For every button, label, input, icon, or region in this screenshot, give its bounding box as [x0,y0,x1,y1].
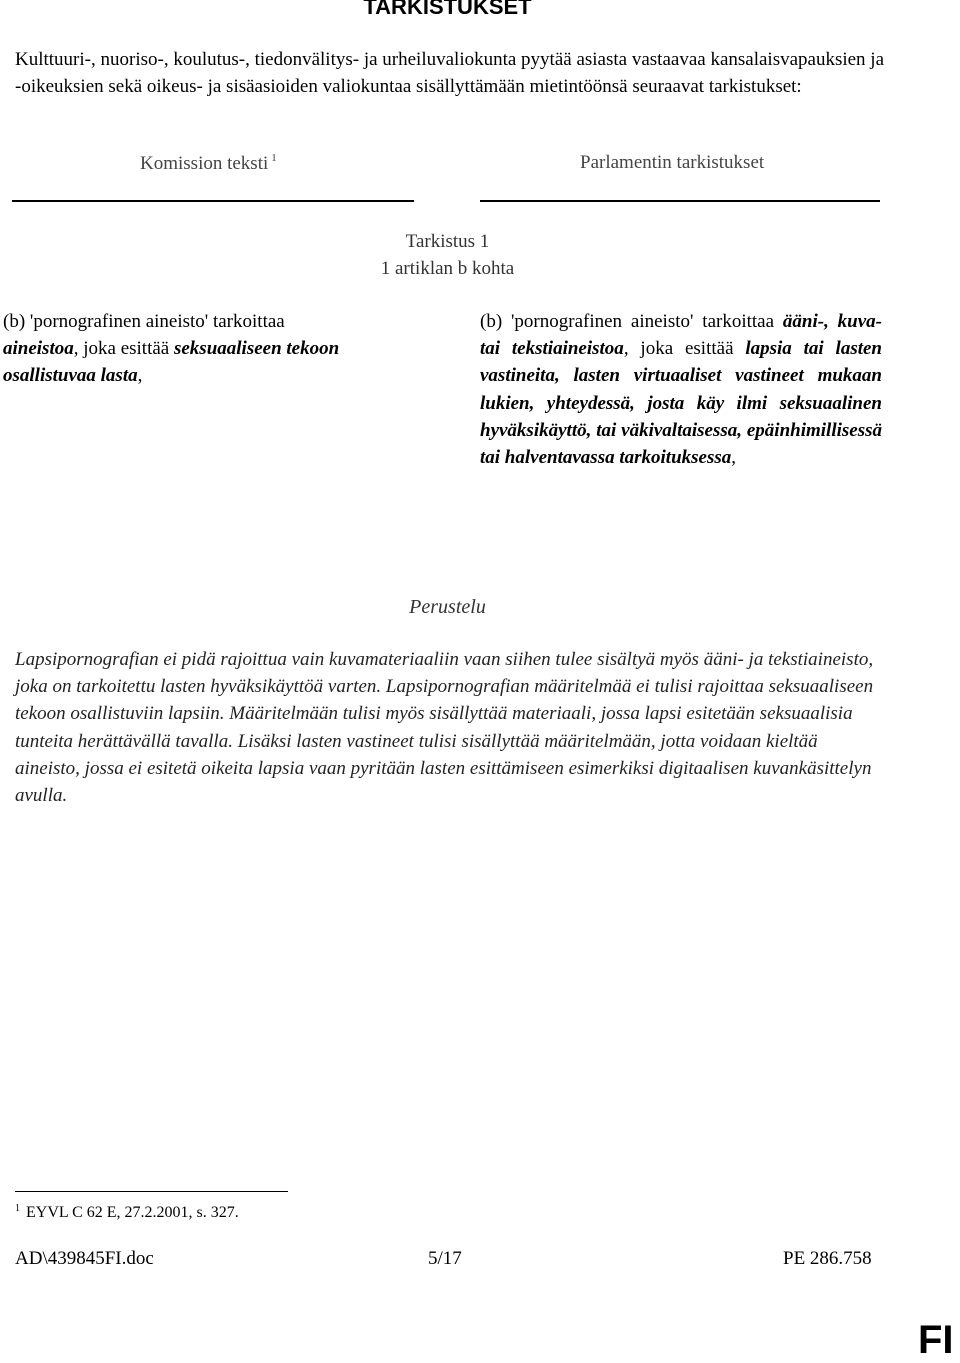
parliament-text-part: , joka esittää [623,338,746,360]
footnote-marker: 1 [15,1203,20,1214]
commission-text-part: , joka esittää [73,338,174,360]
commission-text-bold: aineistoa [3,338,74,360]
footnote [15,1203,239,1222]
parliament-text-part: , [731,447,736,469]
amendment-number: Tarkistus 1 [405,231,490,252]
left-column-rule [12,200,414,202]
commission-text [3,308,413,390]
footnote-rule [15,1191,288,1192]
footer-pe-number: PE 286.758 [783,1248,872,1269]
footnote-ref: 1 [271,152,277,164]
right-column-rule [480,200,880,202]
justification-heading: Perustelu [409,596,486,618]
left-column-header-label: Komission teksti [140,153,269,174]
commission-text-part: (b) 'pornografinen aineisto' tarkoittaa [3,311,285,332]
parliament-text-part: (b) 'pornografinen aineisto' tarkoittaa [480,311,783,332]
commission-text-part: , [137,365,143,387]
intro-paragraph: Kulttuuri-, nuoriso-, koulutus-, tiedonvälitys- ja urheiluvaliokunta pyytää asiasta vastaavaa kansalaisvapauksien ja -oikeuksien sekä oikeus- ja sisäasioiden valiokuntaa sisällyttämään mietintöönsä seuraavat tarkistukset: [15,49,885,97]
parliament-text [480,308,882,471]
parliament-text-bold: lapsia tai lasten vastineita, lasten virtuaaliset vastineet mukaan lukien, yhteydessä, josta käy ilmi seksuaalinen hyväksikäyttö, tai väkivaltaisessa, epäinhimillisessä tai halventavassa tarkoituksessa [480,338,882,469]
commission-text-bold: seksuaaliseen tekoon osallistuvaa lasta [3,338,340,387]
right-column-header: Parlamentin tarkistukset [580,152,765,173]
footer-page-number: 5/17 [428,1248,462,1269]
amendment-article: 1 artiklan b kohta [380,258,515,279]
parliament-text-bold: ääni-, kuva- tai tekstiaineistoa [480,311,883,360]
justification-text: Lapsipornografian ei pidä rajoittua vain kuvamateriaaliin vaan siihen tulee sisältyä myös ääni- ja tekstiaineisto, joka on tarkoitettu lasten hyväksikäyttöä varten. Lapsipornografian määritelmää ei tulisi rajoittaa seksuaaliseen tekoon osallistuviin lapsiin. Määritelmään tulisi myös sisällyttää materiaali, jossa lapsi esitetään seksuaalisia tunteita herättävällä tavalla. Lisäksi lasten vastineet tulisi sisällyttää määritelmään, jotta voidaan kieltää aineisto, jossa ei esitetä oikeita lapsia vaan pyritään lasten esittämiseen esimerkiksi digitaalisen kuvankäsittelyn avulla. [15,649,874,807]
footnote-text: EYVL C 62 E, 27.2.2001, s. 327. [26,1204,239,1221]
page-title: TARKISTUKSET [363,0,532,19]
left-column-header [140,152,277,175]
footer-doc-ref: AD\439845FI.doc [15,1248,154,1269]
language-code: FI [918,1318,954,1362]
